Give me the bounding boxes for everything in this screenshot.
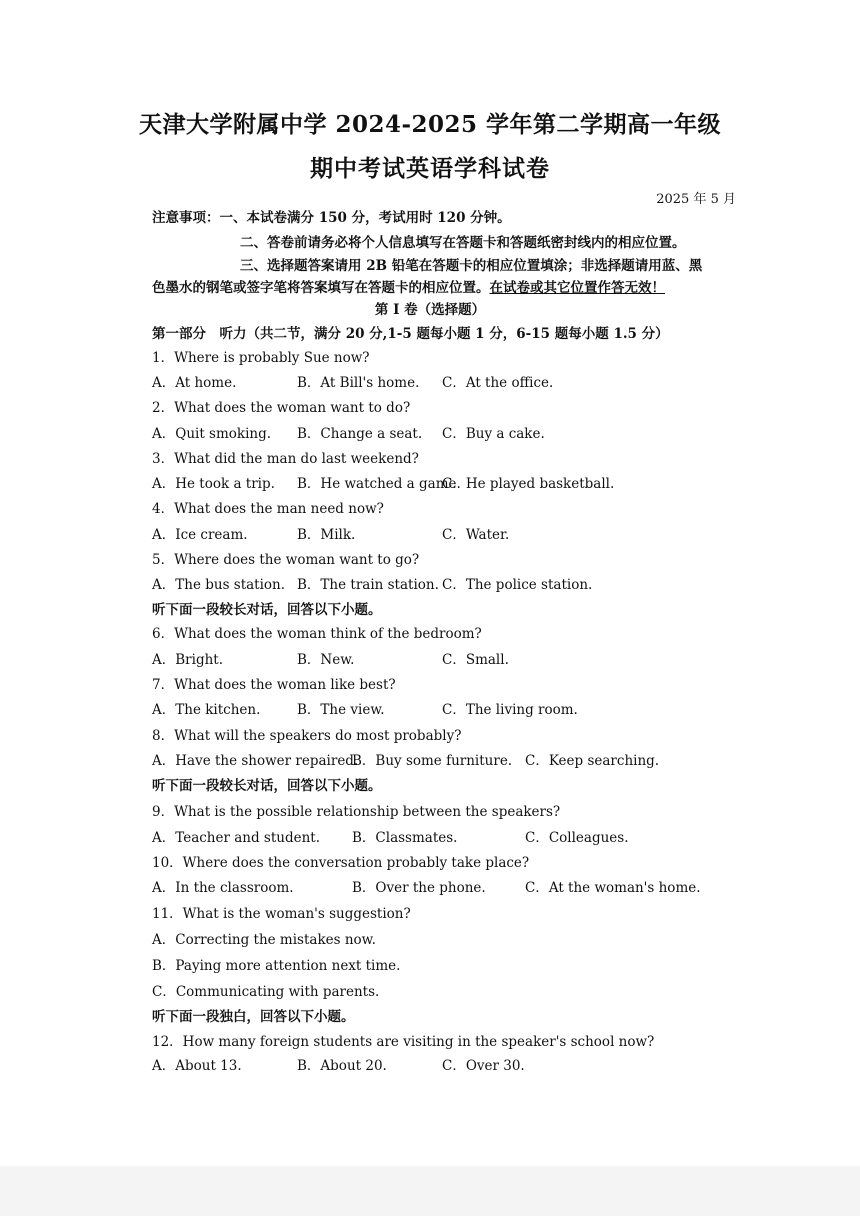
q6-option-b: B．New. <box>297 652 355 668</box>
q9-option-c: C．Colleagues. <box>525 830 629 846</box>
question-3: 3．What did the man do last weekend? <box>152 451 419 467</box>
q10-option-c: C．At the woman's home. <box>525 880 701 896</box>
q1-option-b: B．At Bill's home. <box>297 375 420 391</box>
q4-option-b: B．Milk. <box>297 527 356 543</box>
notice-line-4 <box>152 278 665 298</box>
section-instruction-1: 听下面一段较长对话，回答以下小题。 <box>152 602 382 618</box>
q10-option-a: A．In the classroom. <box>152 880 294 896</box>
question-4: 4．What does the man need now? <box>152 501 384 517</box>
question-10: 10．Where does the conversation probably take place? <box>152 855 530 871</box>
q11-option-b: B．Paying more attention next time. <box>152 958 401 974</box>
question-5: 5．Where does the woman want to go? <box>152 552 420 568</box>
q1-option-c: C．At the office. <box>442 375 554 391</box>
q8-option-b: B．Buy some furniture. <box>352 753 513 769</box>
q10-option-b: B．Over the phone. <box>352 880 486 896</box>
exam-title-line2: 期中考试英语学科试卷 <box>310 155 550 182</box>
notice-line-4-text: 色墨水的钢笔或签字笔将答案填写在答题卡的相应位置。 <box>152 280 490 296</box>
q3-option-a: A．He took a trip. <box>152 476 275 492</box>
question-9: 9．What is the possible relationship between the speakers? <box>152 804 561 820</box>
q4-option-a: A．Ice cream. <box>152 527 248 543</box>
section-instruction-2: 听下面一段较长对话，回答以下小题。 <box>152 778 382 794</box>
q8-option-a: A．Have the shower repaired. <box>152 753 359 769</box>
q12-option-c: C．Over 30. <box>442 1058 525 1074</box>
q5-option-a: A．The bus station. <box>152 577 286 593</box>
part1-title: 第一部分 听力（共二节，满分 20 分,1-5 题每小题 1 分，6-15 题每小题 1.5 分） <box>152 326 669 342</box>
q7-option-c: C．The living room. <box>442 702 578 718</box>
section-instruction-3: 听下面一段独白，回答以下小题。 <box>152 1009 355 1025</box>
q2-option-a: A．Quit smoking. <box>152 426 272 442</box>
q5-option-b: B．The train station. <box>297 577 439 593</box>
q8-option-c: C．Keep searching. <box>525 753 660 769</box>
question-12: 12．How many foreign students are visiting in the speaker's school now? <box>152 1034 655 1050</box>
q3-option-b: B．He watched a game. <box>297 476 461 492</box>
q1-option-a: A．At home. <box>152 375 237 391</box>
q7-option-a: A．The kitchen. <box>152 702 261 718</box>
question-6: 6．What does the woman think of the bedroom? <box>152 626 482 642</box>
notice-line-3: 三、选择题答案请用 2B 铅笔在答题卡的相应位置填涂；非选择题请用蓝、黑 <box>240 258 703 274</box>
q2-option-b: B．Change a seat. <box>297 426 423 442</box>
question-7: 7．What does the woman like best? <box>152 677 396 693</box>
question-2: 2．What does the woman want to do? <box>152 400 411 416</box>
volume-title: 第 I 卷（选择题） <box>374 302 486 318</box>
notice-line-1: 注意事项：一、本试卷满分 150 分，考试用时 120 分钟。 <box>152 210 511 226</box>
exam-date: 2025 年 5 月 <box>656 192 736 207</box>
notice-line-4-warning: 在试卷或其它位置作答无效！ <box>489 280 665 296</box>
q6-option-a: A．Bright. <box>152 652 223 668</box>
q2-option-c: C．Buy a cake. <box>442 426 545 442</box>
question-11: 11．What is the woman's suggestion? <box>152 906 411 922</box>
question-1: 1．Where is probably Sue now? <box>152 350 370 366</box>
q11-option-a: A．Correcting the mistakes now. <box>152 932 376 948</box>
q12-option-a: A．About 13. <box>152 1058 242 1074</box>
q5-option-c: C．The police station. <box>442 577 593 593</box>
q3-option-c: C．He played basketball. <box>442 476 615 492</box>
q9-option-a: A．Teacher and student. <box>152 830 320 846</box>
q7-option-b: B．The view. <box>297 702 385 718</box>
exam-title-line1: 天津大学附属中学 2024-2025 学年第二学期高一年级 <box>138 111 722 138</box>
q12-option-b: B．About 20. <box>297 1058 387 1074</box>
question-8: 8．What will the speakers do most probably? <box>152 728 462 744</box>
q11-option-c: C．Communicating with parents. <box>152 984 380 1000</box>
q9-option-b: B．Classmates. <box>352 830 458 846</box>
notice-line-2: 二、答卷前请务必将个人信息填写在答题卡和答题纸密封线内的相应位置。 <box>240 235 686 251</box>
q6-option-c: C．Small. <box>442 652 509 668</box>
q4-option-c: C．Water. <box>442 527 510 543</box>
